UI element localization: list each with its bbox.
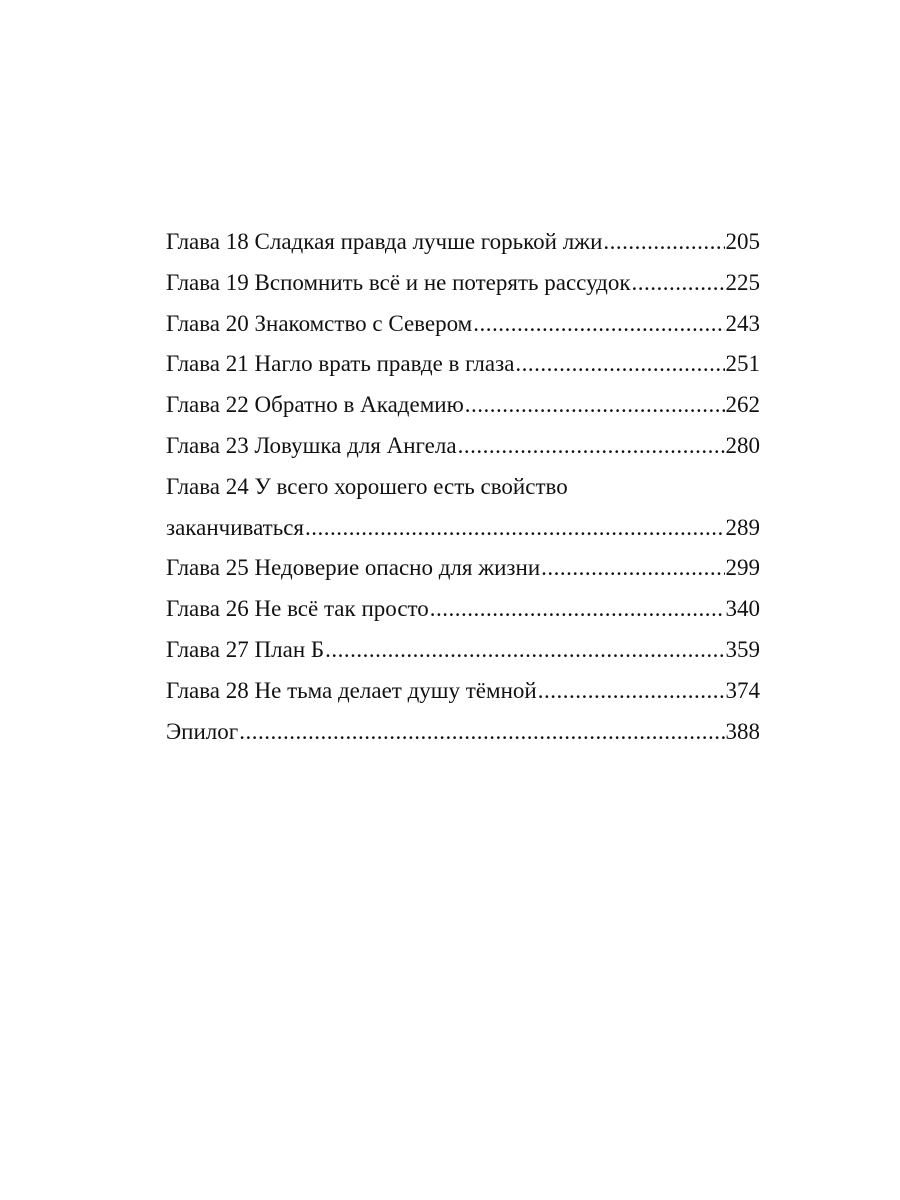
toc-entry-page: 243 (725, 310, 760, 336)
dot-leader (632, 263, 725, 304)
toc-entry-title: Глава 27 План Б (166, 636, 325, 662)
toc-entry-title: Эпилог (166, 718, 239, 744)
toc-entry-page: 251 (725, 351, 760, 377)
dot-leader (515, 344, 724, 385)
toc-entry-page: 280 (725, 432, 760, 458)
toc-entry-chapter-21 (166, 344, 760, 385)
toc-entry-page: 299 (725, 555, 760, 581)
toc-entry-title: Глава 26 Не всё так просто (166, 596, 429, 622)
dot-leader (325, 630, 724, 671)
toc-entry-page: 388 (725, 718, 760, 744)
dot-leader (603, 222, 724, 263)
toc-entry-chapter-25 (166, 548, 760, 589)
toc-entry-chapter-22 (166, 385, 760, 426)
dot-leader (538, 671, 725, 712)
dot-leader (305, 508, 724, 549)
toc-entry-page: 359 (725, 636, 760, 662)
dot-leader (430, 589, 725, 630)
dot-leader (473, 304, 724, 345)
toc-entry-title: Глава 20 Знакомство с Севером (166, 310, 473, 336)
toc-entry-chapter-19 (166, 263, 760, 304)
toc-entry-chapter-28 (166, 671, 760, 712)
toc-entry-title: Глава 23 Ловушка для Ангела (166, 432, 457, 458)
toc-entry-page: 262 (725, 392, 760, 418)
toc-entry-chapter-24-line-1 (166, 467, 760, 508)
toc-entry-chapter-24-line-2 (166, 508, 760, 549)
dot-leader (541, 548, 724, 589)
toc-entry-chapter-27 (166, 630, 760, 671)
toc-entry-page: 225 (725, 269, 760, 295)
dot-leader (465, 385, 725, 426)
toc-entry-title: заканчиваться (166, 514, 305, 540)
toc-entry-page: 289 (725, 514, 760, 540)
table-of-contents (166, 222, 760, 752)
toc-entry-chapter-26 (166, 589, 760, 630)
toc-entry-page: 374 (725, 677, 760, 703)
toc-entry-title: Глава 25 Недоверие опасно для жизни (166, 555, 541, 581)
toc-entry-chapter-18 (166, 222, 760, 263)
toc-entry-title: Глава 24 У всего хорошего есть свойство (166, 473, 568, 499)
toc-entry-title: Глава 22 Обратно в Академию (166, 392, 464, 418)
toc-entry-chapter-23 (166, 426, 760, 467)
toc-entry-title: Глава 19 Вспомнить всё и не потерять рассудок (166, 269, 631, 295)
toc-entry-epilogue (166, 712, 760, 753)
toc-entry-title: Глава 28 Не тьма делает душу тёмной (166, 677, 537, 703)
toc-entry-title: Глава 18 Сладкая правда лучше горькой лжи (166, 229, 603, 254)
toc-entry-chapter-20 (166, 304, 760, 345)
toc-entry-page: 340 (725, 596, 760, 622)
dot-leader (458, 426, 725, 467)
toc-entry-title: Глава 21 Нагло врать правде в глаза (166, 351, 515, 377)
toc-entry-page: 205 (725, 229, 760, 254)
dot-leader (239, 712, 724, 753)
